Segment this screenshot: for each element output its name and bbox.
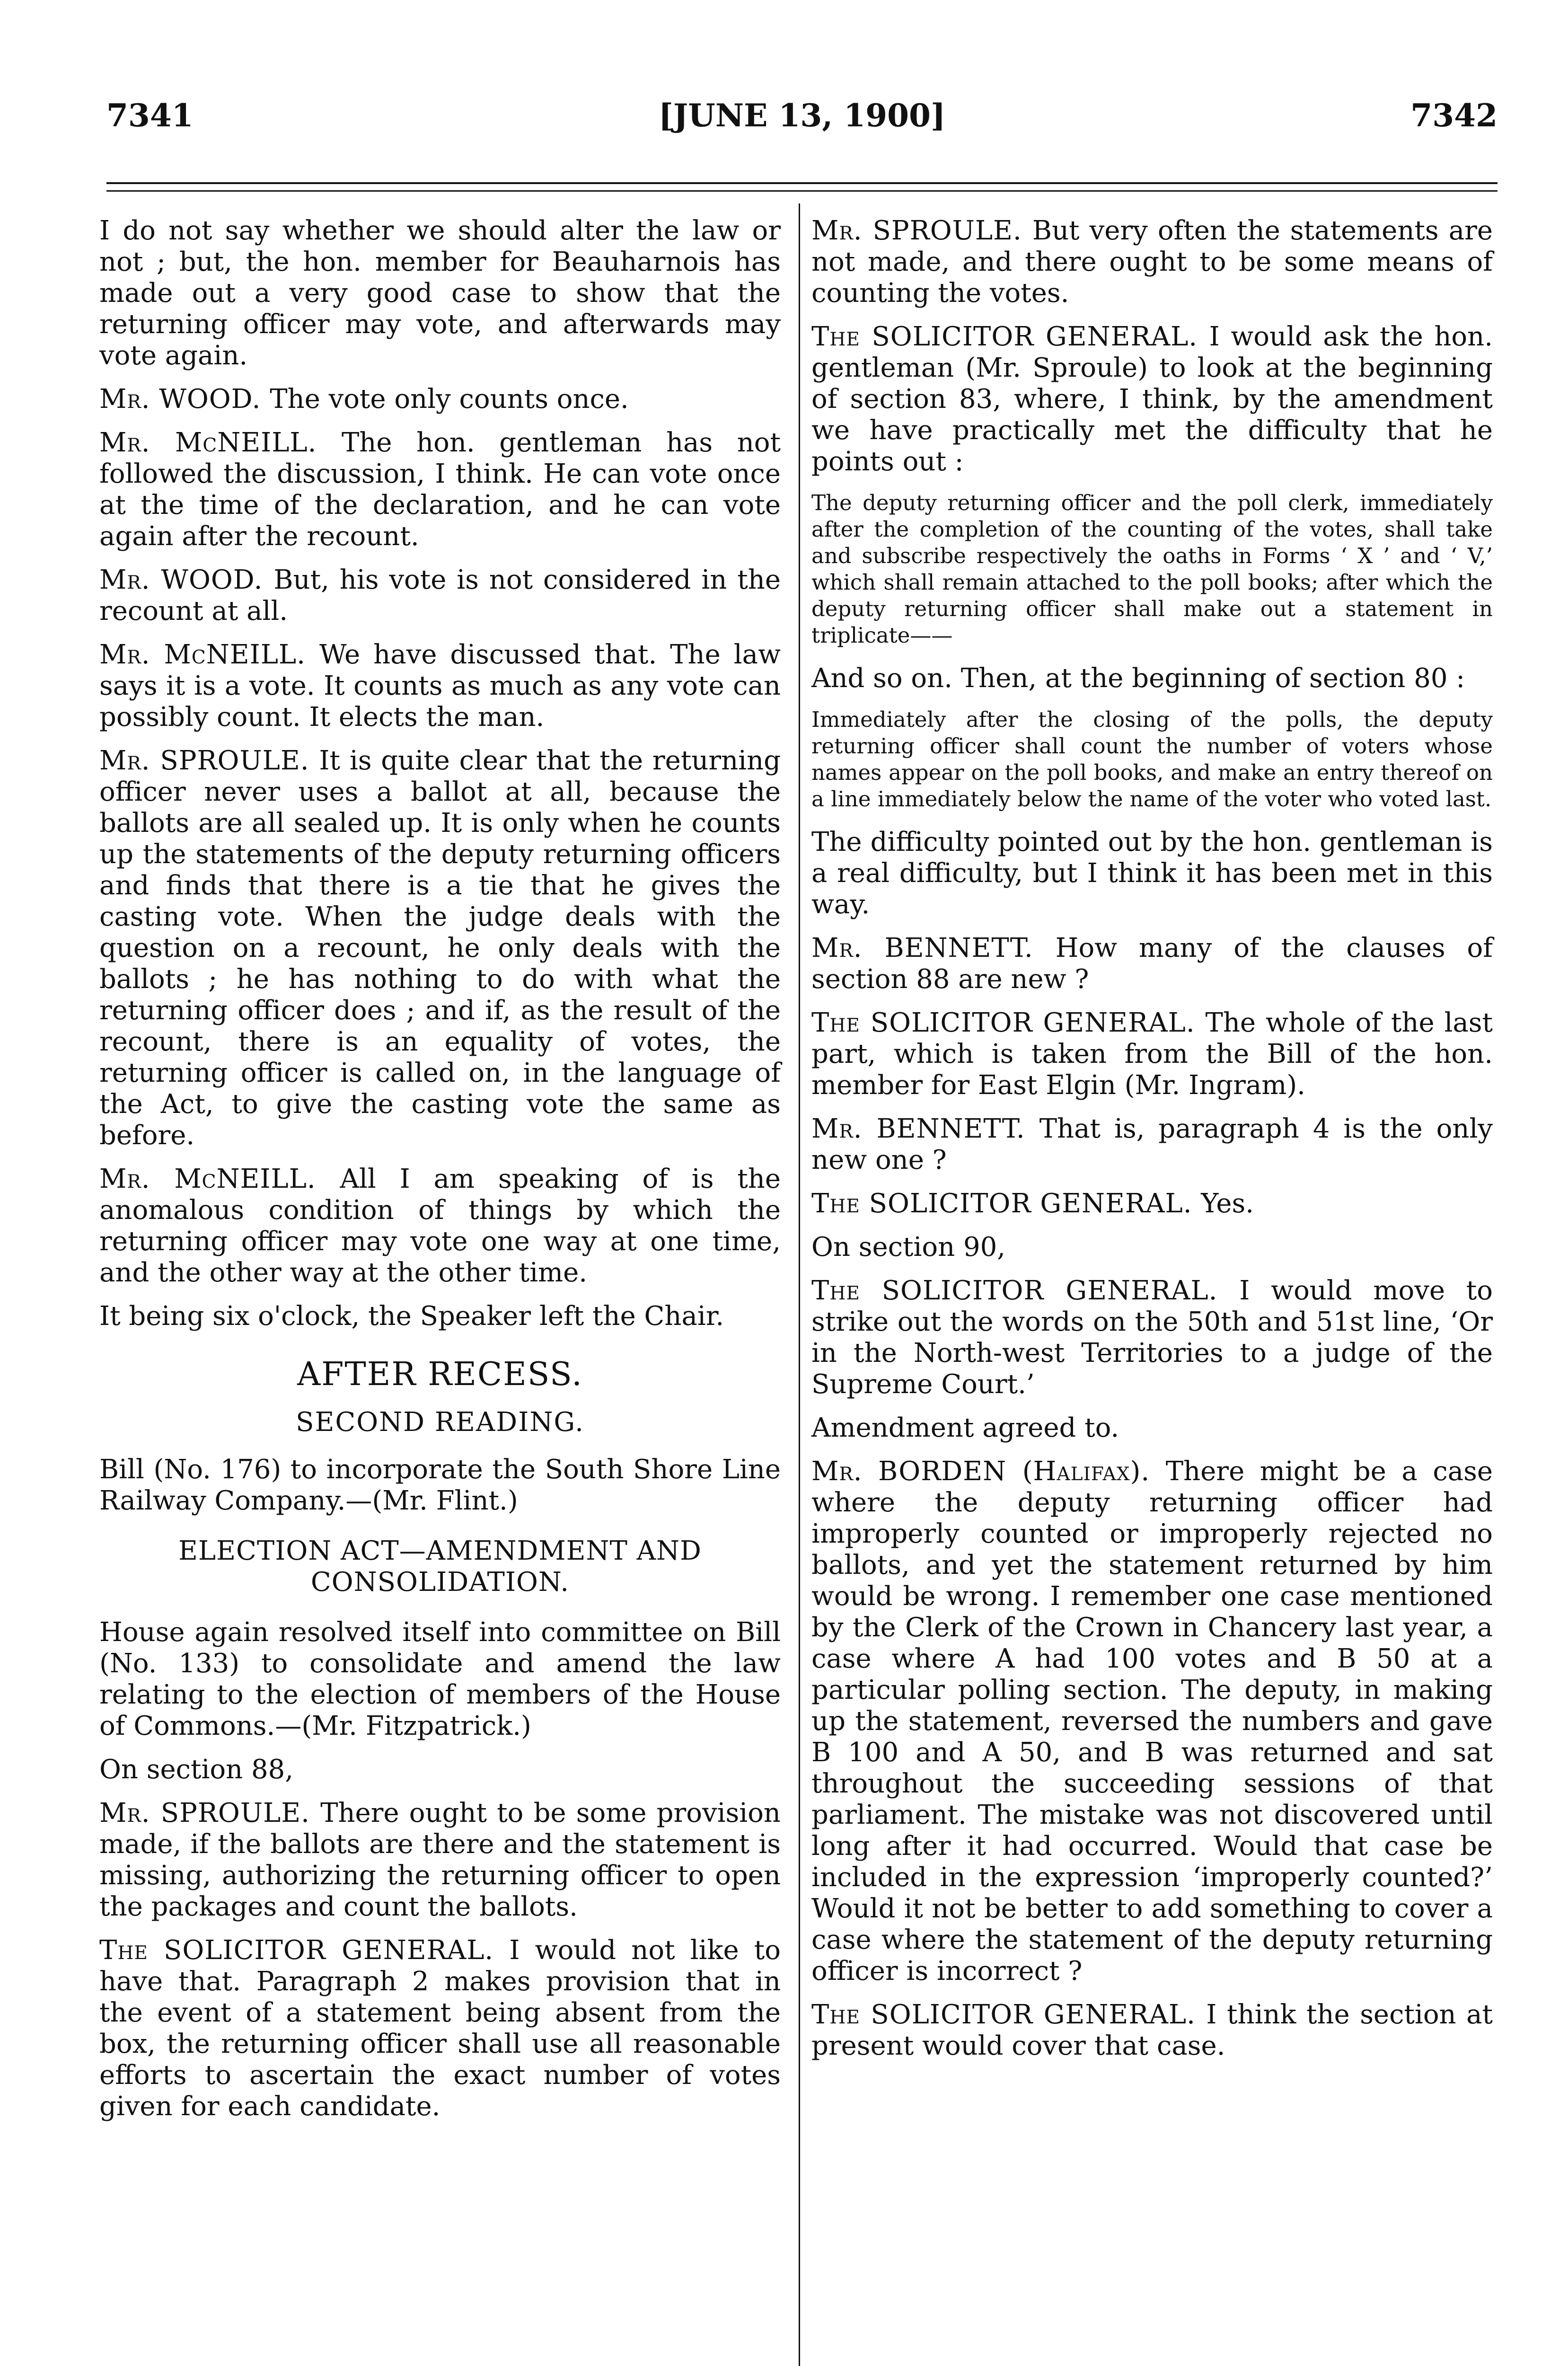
subsection-heading: SECOND READING. bbox=[296, 1407, 584, 1438]
paragraph-text: The difficulty pointed out by the hon. gentleman is a real difficulty, but I think it has been met in this way. bbox=[811, 827, 1493, 920]
speech-paragraph bbox=[811, 1188, 1493, 1219]
paragraph-text: The vote only counts once. bbox=[270, 384, 629, 415]
paragraph-text: I would ask the hon. gentleman (Mr. Sproule) to look at the beginning of section 83, where, I think, by the amendment we have practically met the difficulty that he points out : bbox=[811, 321, 1493, 477]
text-paragraph bbox=[811, 1413, 1493, 1444]
speech-paragraph bbox=[811, 1007, 1493, 1101]
text-paragraph bbox=[811, 663, 1493, 694]
speaker-name: The SOLICITOR GENERAL. bbox=[811, 1188, 1201, 1219]
speaker-name: Mr. SPROULE. bbox=[99, 1798, 321, 1828]
speaker-name: Mr. McNEILL. bbox=[99, 639, 319, 670]
speech-paragraph bbox=[811, 1113, 1493, 1176]
paragraph-text: Yes. bbox=[1201, 1188, 1254, 1219]
quoted-clause bbox=[811, 706, 1493, 812]
speaker-name: Mr. WOOD. bbox=[99, 565, 274, 595]
paragraph-text: I do not say whether we should alter the law or not ; but, the hon. member for Beauharnois has made out a very good case to show that the returning officer may vote, and afterwards may vote again. bbox=[99, 215, 781, 371]
speaker-name: Mr. SPROULE. bbox=[99, 745, 319, 776]
right-column bbox=[811, 215, 1493, 2074]
paragraph-text: And so on. Then, at the beginning of section 80 : bbox=[811, 663, 1465, 694]
paragraph-text: On section 88, bbox=[99, 1754, 294, 1785]
paragraph-text: Immediately after the closing of the polls, the deputy returning officer shall count the number of voters whose names appear on the poll books, and make an entry thereof on a line immediately below the name of the voter who voted last. bbox=[811, 707, 1493, 812]
page-date: [JUNE 13, 1900] bbox=[658, 97, 946, 134]
section-heading: AFTER RECESS. bbox=[297, 1356, 583, 1393]
paragraph-text: But very often the statements are not made, and there ought to be some means of counting the votes. bbox=[811, 215, 1493, 309]
paragraph-text: Amendment agreed to. bbox=[811, 1413, 1119, 1443]
text-paragraph bbox=[99, 1754, 781, 1785]
left-page-number: 7341 bbox=[106, 97, 194, 134]
paragraph-text: It is quite clear that the returning officer never uses a ballot at all, because the ballots are all sealed up. It is only when he counts up the statements of the deputy returning officers and finds that there is a tie that he gives the casting vote. When the judge deals with the question on a recount, he only deals with the ballots ; he has nothing to do with what the returning officer does ; and if, as the result of the recount, there is an equality of votes, the returning officer is called on, in the language of the Act, to give the casting vote the same as before. bbox=[99, 745, 781, 1151]
paragraph-text: The whole of the last part, which is taken from the Bill of the hon. member for East Elgin (Mr. Ingram). bbox=[811, 1007, 1493, 1101]
speech-paragraph bbox=[99, 565, 781, 627]
speaker-name: Mr. BENNETT. bbox=[811, 1113, 1039, 1144]
speech-paragraph bbox=[99, 639, 781, 733]
paragraph-text: It being six o'clock, the Speaker left the Chair. bbox=[99, 1301, 724, 1332]
speaker-name: Mr. WOOD. bbox=[99, 384, 270, 415]
speech-paragraph bbox=[811, 1275, 1493, 1400]
text-paragraph bbox=[99, 215, 781, 371]
text-paragraph bbox=[811, 827, 1493, 920]
page-header bbox=[106, 97, 1498, 140]
paragraph-text: The deputy returning officer and the poll clerk, immediately after the completion of the counting of the votes, shall take and subscribe respectively the oaths in Forms ‘ X ’ and ‘ V,’ which shall remain attached to the poll books; after which the deputy returning officer shall make out a statement in triplicate—— bbox=[811, 490, 1493, 648]
speaker-name: Mr. BENNETT. bbox=[811, 933, 1056, 963]
speaker-name: The SOLICITOR GENERAL. bbox=[811, 1275, 1240, 1306]
speech-paragraph bbox=[811, 1999, 1493, 2062]
speaker-name: Mr. McNEILL. bbox=[99, 427, 342, 458]
paragraph-text: I would not like to have that. Paragraph 2 makes provision that in the event of a statement being absent from the box, the returning officer shall use all reasonable efforts to ascertain the exact number of votes given for each candidate. bbox=[99, 1935, 781, 2122]
speaker-name: The SOLICITOR GENERAL. bbox=[811, 1007, 1206, 1038]
speech-paragraph bbox=[99, 745, 781, 1151]
text-paragraph bbox=[99, 1617, 781, 1742]
text-paragraph bbox=[99, 1301, 781, 1332]
speech-paragraph bbox=[99, 427, 781, 552]
paragraph-text: Bill (No. 176) to incorporate the South Shore Line Railway Company.—(Mr. Flint.) bbox=[99, 1454, 781, 1516]
left-column bbox=[99, 215, 781, 2135]
speech-paragraph bbox=[811, 215, 1493, 309]
paragraph-text: I think the section at present would cover that case. bbox=[811, 1999, 1493, 2061]
paragraph-text: I would move to strike out the words on the 50th and 51st line, ‘Or in the North-west Territories to a judge of the Supreme Court.’ bbox=[811, 1275, 1493, 1400]
text-paragraph bbox=[99, 1454, 781, 1517]
paragraph-text: But, his vote is not considered in the recount at all. bbox=[99, 565, 781, 627]
paragraph-text: That is, paragraph 4 is the only new one ? bbox=[811, 1113, 1493, 1175]
speech-paragraph bbox=[811, 933, 1493, 995]
speech-paragraph bbox=[99, 384, 781, 415]
speaker-name: The SOLICITOR GENERAL. bbox=[811, 1999, 1207, 2030]
paragraph-text: We have discussed that. The law says it is a vote. It counts as much as any vote can possibly count. It elects the man. bbox=[99, 639, 781, 733]
paragraph-text: All I am speaking of is the anomalous condition of things by which the returning officer may vote one way at one time, and the other way at the other time. bbox=[99, 1164, 781, 1288]
paragraph-text: House again resolved itself into committee on Bill (No. 133) to consolidate and amend the law relating to the election of members of the House of Commons.—(Mr. Fitzpatrick.) bbox=[99, 1617, 781, 1741]
header-rule-top bbox=[106, 182, 1498, 184]
paragraph-text: How many of the clauses of section 88 are new ? bbox=[811, 933, 1493, 995]
speaker-name: The SOLICITOR GENERAL. bbox=[99, 1935, 510, 1966]
speaker-name: Mr. McNEILL. bbox=[99, 1164, 340, 1194]
quoted-clause bbox=[811, 490, 1493, 649]
speaker-name: Mr. BORDEN (Halifax). bbox=[811, 1456, 1166, 1487]
speaker-name: The SOLICITOR GENERAL. bbox=[811, 321, 1209, 352]
speaker-name: Mr. SPROULE. bbox=[811, 215, 1032, 246]
speech-paragraph bbox=[811, 321, 1493, 477]
paragraph-text: There might be a case where the deputy returning officer had improperly counted or improperly rejected no ballots, and yet the statement returned by him would be wrong. I remember one case mentioned by the Clerk of the Crown in Chancery last year, a case where A had 100 votes and B 50 at a particular polling section. The deputy, in making up the statement, reversed the numbers and gave B 100 and A 50, and B was returned and sat throughout the succeeding sessions of that parliament. The mistake was not discovered until long after it had occurred. Would that case be included in the expression ‘improperly counted?’ Would it not be better to add something to cover a case where the statement of the deputy returning officer is incorrect ? bbox=[811, 1456, 1493, 1986]
paragraph-text: On section 90, bbox=[811, 1232, 1006, 1262]
speech-paragraph bbox=[811, 1456, 1493, 1987]
column-divider bbox=[799, 203, 800, 2366]
speech-paragraph bbox=[99, 1798, 781, 1923]
bill-heading: ELECTION ACT—AMENDMENT AND CONSOLIDATION. bbox=[178, 1536, 702, 1598]
speech-paragraph bbox=[99, 1164, 781, 1289]
right-page-number: 7342 bbox=[1410, 97, 1498, 134]
text-paragraph bbox=[811, 1232, 1493, 1263]
paragraph-text: There ought to be some provision made, if the ballots are there and the statement is missing, authorizing the returning officer to open the packages and count the ballots. bbox=[99, 1798, 781, 1922]
paragraph-text: The hon. gentleman has not followed the discussion, I think. He can vote once at the time of the declaration, and he can vote again after the recount. bbox=[99, 427, 781, 552]
speech-paragraph bbox=[99, 1935, 781, 2122]
header-rule-bottom bbox=[106, 190, 1498, 192]
